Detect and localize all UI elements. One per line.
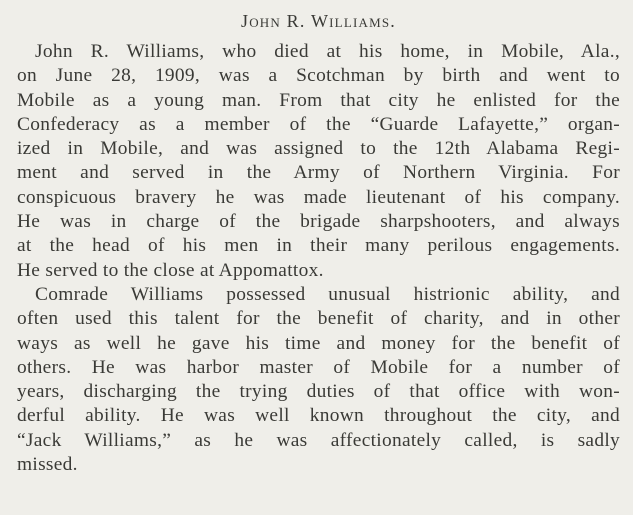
text-line: ized in Mobile, and was assigned to the 12th Alabama Regi- (17, 138, 620, 160)
text-line: derful ability. He was well known throughout the city, and (17, 405, 620, 427)
text-line: on June 28, 1909, was a Scotchman by birth and went to (17, 65, 620, 87)
text-line: “Jack Williams,” as he was affectionately called, is sadly (17, 429, 620, 451)
article-title: John R. Williams. (241, 11, 396, 31)
text-line: often used this talent for the benefit of charity, and in other (17, 308, 620, 330)
text-line: at the head of his men in their many perilous engagements. (17, 235, 620, 257)
text-line: missed. (17, 454, 78, 476)
text-line: John R. Williams, who died at his home, in Mobile, Ala., (35, 41, 620, 62)
text-line: others. He was harbor master of Mobile for a number of (17, 356, 620, 378)
text-line: ways as well he gave his time and money for the benefit of (17, 332, 620, 354)
paragraph-1 (17, 40, 620, 283)
text-line: Comrade Williams possessed unusual histrionic ability, and (35, 283, 620, 305)
text-line: conspicuous bravery he was made lieutenant of his company. (17, 186, 620, 208)
text-line: Mobile as a young man. From that city he enlisted for the (17, 89, 620, 111)
text-line: Confederacy as a member of the “Guarde Lafayette,” organ- (17, 113, 620, 135)
text-line: He was in charge of the brigade sharpshooters, and always (17, 211, 620, 233)
paragraph-2 (17, 283, 620, 477)
text-line: He served to the close at Appomattox. (17, 259, 324, 281)
text-line: ment and served in the Army of Northern Virginia. For (17, 162, 620, 184)
text-line: years, discharging the trying duties of that office with won- (17, 381, 620, 403)
